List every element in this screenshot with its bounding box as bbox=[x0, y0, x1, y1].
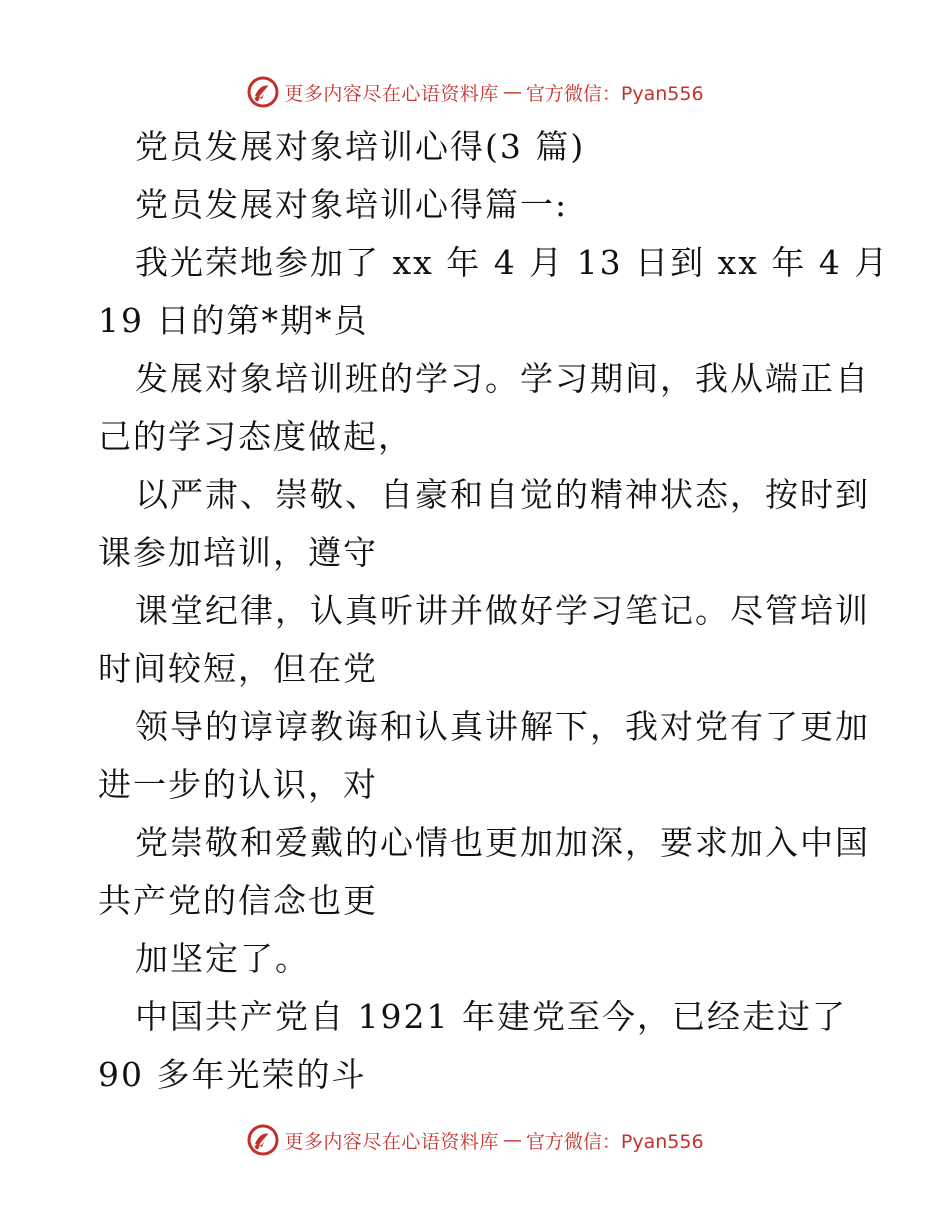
document-line: 共产党的信念也更 bbox=[98, 881, 378, 920]
document-line: 党员发展对象培训心得(3 篇) bbox=[135, 127, 586, 166]
brand-logo-icon bbox=[246, 1123, 280, 1157]
document-line: 时间较短，但在党 bbox=[98, 649, 378, 688]
document-line: 课参加培训，遵守 bbox=[98, 533, 378, 572]
footer-banner-wechat: 官方微信：Pyan556 bbox=[525, 1130, 704, 1153]
document-line: 以严肃、崇敬、自豪和自觉的精神状态，按时到 bbox=[135, 475, 870, 514]
document-line: 党员发展对象培训心得篇一: bbox=[135, 185, 569, 224]
document-line: 党崇敬和爱戴的心情也更加加深，要求加入中国 bbox=[135, 823, 870, 862]
document-line: 发展对象培训班的学习。学习期间，我从端正自 bbox=[135, 359, 870, 398]
document-line: 进一步的认识，对 bbox=[98, 765, 378, 804]
document-line: 课堂纪律，认真听讲并做好学习笔记。尽管培训 bbox=[135, 591, 870, 630]
header-banner-text: 更多内容尽在心语资料库 bbox=[284, 82, 499, 105]
document-line: 领导的谆谆教诲和认真讲解下，我对党有了更加 bbox=[135, 707, 870, 746]
document-line: 中国共产党自 1921 年建党至今，已经走过了 bbox=[135, 997, 847, 1036]
document-line: 19 日的第*期*员 bbox=[98, 301, 369, 340]
document-line: 90 多年光荣的斗 bbox=[98, 1055, 367, 1094]
document-line: 我光荣地参加了 xx 年 4 月 13 日到 xx 年 4 月 bbox=[135, 243, 890, 282]
brand-logo-icon bbox=[246, 75, 280, 109]
header-banner-wechat: 官方微信：Pyan556 bbox=[525, 82, 704, 105]
footer-banner bbox=[0, 1120, 950, 1160]
document-line: 己的学习态度做起， bbox=[98, 417, 413, 456]
footer-banner-separator: — bbox=[502, 1129, 522, 1151]
header-banner bbox=[0, 72, 950, 112]
footer-banner-text: 更多内容尽在心语资料库 bbox=[284, 1130, 499, 1153]
header-banner-separator: — bbox=[502, 81, 522, 103]
document-body bbox=[98, 118, 890, 1104]
document-line: 加坚定了。 bbox=[135, 939, 310, 978]
